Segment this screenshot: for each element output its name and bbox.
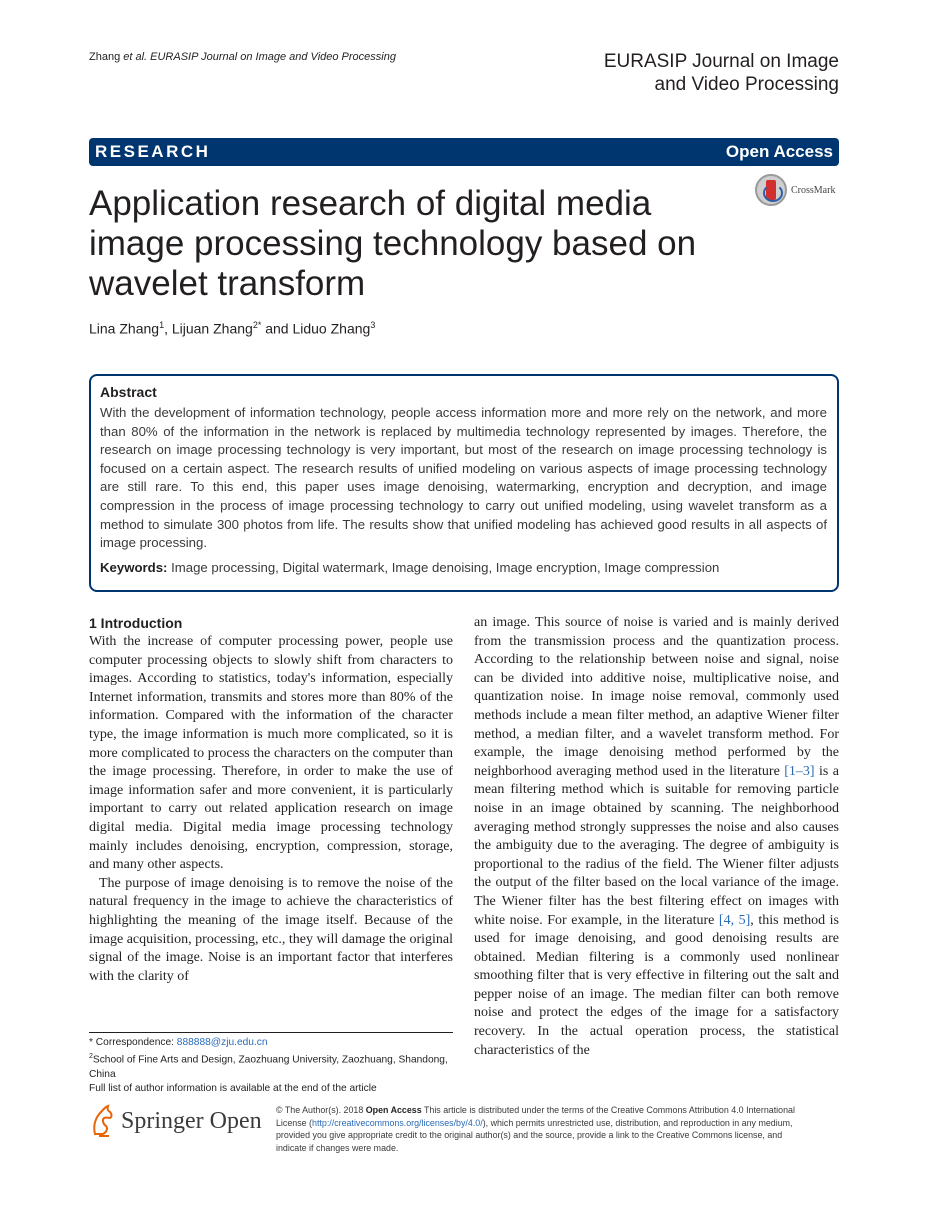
journal-name-line2: and Video Processing (654, 74, 839, 95)
license-copyright: © The Author(s). 2018 (276, 1105, 366, 1115)
footnote-divider (89, 1032, 453, 1033)
author-affiliation-sup: 2* (252, 320, 262, 330)
paragraph: The purpose of image denoising is to remove the noise of the natural frequency in the image to achieve the characteristics of highlighting the meaning of the image itself. Because of the image acquisition, processing, etc., they will damage the original signal of the image. Noise is an important factor that interferes with the clarity of (89, 875, 453, 984)
paragraph (474, 614, 839, 1060)
abstract-box (89, 374, 839, 592)
running-head-authors: Zhang (89, 51, 124, 63)
keywords-list: Image processing, Digital watermark, Image denoising, Image encryption, Image compression (167, 559, 720, 575)
paragraph: With the increase of computer processing power, people use computer processing objects to slowly shift from characters to images. According to statistics, today's information, especially Internet information, transmits and stores more than 80% of the information. Compared with the information of the character type, the image information is much more complicated, so it is more complicated to process the characters on the computer than the image processing. Therefore, in order to make the use of image information safer and more convenient, it is particularly important to carry out related application research on image digital media. Digital media image processing technology mainly includes denoising, encryption, compression, storage, and many other aspects. (89, 634, 453, 873)
article-title: Application research of digital media image processing technology based on wavelet transform (89, 184, 697, 303)
keywords (100, 559, 827, 578)
author-info-note: Full list of author information is available at the end of the article (89, 1083, 377, 1095)
article-type-label: RESEARCH (95, 142, 211, 161)
paragraph-text: is a mean filtering method which is suitable for removing particle noise in an image obtained by scanning. The neighborhood averaging method strongly suppresses the noise and also causes the ambiguity due to the averaging. The degree of ambiguity is proportional to the radius of the field. The Wiener filter adjusts the output of the filter based on the local variance of the image. The Wiener filter has the best filtering effect on images with white noise. For example, in the literature (474, 763, 839, 928)
author-affiliation-sup: 1 (159, 320, 165, 330)
body-column-left (89, 614, 453, 986)
paragraph-text: an image. This source of noise is varied and is mainly derived from the transmission process and the quantization process. According to the relationship between noise and signal, noise can be divided into additive noise, multiplicative noise, and quantization noise. In image noise removal, commonly used methods include a mean filter method, an adaptive Wiener filter method, a median filter, and a wavelet transform method. For example, the image denoising method performed by the neighborhood averaging method used in the literature (474, 615, 839, 779)
affiliation-sup: 2 (89, 1053, 93, 1061)
license-text: ), which permits unrestricted use, distribution, and reproduction in any medium, provided you give appropriate credit to the original author(s) and the source, provide a link to the Creative Commons license, and indicate if changes were made. (276, 1117, 793, 1153)
springer-horse-icon (89, 1104, 115, 1138)
running-head (89, 51, 396, 63)
journal-name-line1: EURASIP Journal on Image (603, 51, 839, 72)
springer-word: Springer (121, 1107, 204, 1134)
author-name[interactable]: Lina Zhang (89, 320, 160, 337)
footnotes (89, 1036, 453, 1097)
correspondence-label: * Correspondence: (89, 1037, 177, 1048)
license-link[interactable]: http://creativecommons.org/licenses/by/4.0/ (312, 1117, 483, 1128)
section-heading: 1 Introduction (89, 615, 183, 631)
open-word: Open (209, 1107, 262, 1134)
license-open-access: Open Access (365, 1105, 422, 1115)
citation-link[interactable]: [4, 5] (718, 912, 751, 928)
correspondence-note (89, 1036, 453, 1050)
affiliation-note (89, 1050, 453, 1082)
open-access-label: Open Access (725, 142, 833, 161)
correspondence-email-link[interactable]: 888888@zju.edu.cn (176, 1037, 268, 1048)
author-name[interactable]: and Liduo Zhang (261, 320, 371, 337)
springer-open-logo (89, 1104, 262, 1138)
springer-open-wordmark (121, 1108, 262, 1135)
article-type-banner (89, 138, 839, 166)
license-text: This article is distributed under the terms of the Creative Commons Attribution 4.0 International License ( (276, 1105, 795, 1128)
crossmark-label: CrossMark (791, 184, 836, 196)
keywords-label: Keywords: (100, 559, 168, 575)
body-column-right (474, 614, 839, 1060)
author-affiliation-sup: 3 (370, 320, 376, 330)
citation-link[interactable]: [1–3] (784, 763, 815, 779)
journal-name (604, 50, 839, 96)
license-statement (276, 1104, 796, 1154)
abstract-heading: Abstract (100, 384, 157, 400)
crossmark-badge[interactable] (755, 174, 835, 206)
paragraph-text: , this method is used for image denoising, and good denoising results are obtained. Median filtering is a commonly used nonlinear smoothing filter that is very effective in filtering out the salt and pepper noise of an image. The median filter can both remove noise and protect the edges of the image for a satisfactory recovery. In the actual operation process, the statistical characteristics of the (474, 912, 840, 1058)
abstract-text: With the development of information technology, people access information more and more rely on the network, and more than 80% of the information in the network is replaced by multimedia technology represented by images. Therefore, the research on image processing technology is very important, but most of the research on image processing technology is focused on a certain aspect. The research results of unified modeling on various aspects of image processing technology are still rare. To this end, this paper uses image denoising, watermarking, encryption and decryption, and image compression in the process of image processing technology to carry out unified modeling, using wavelet transform as a method to simulate 300 photos from life. The results show that unified modeling has achieved good results in all aspects of image processing. (100, 405, 827, 551)
running-head-journal: et al. EURASIP Journal on Image and Video Processing (123, 51, 396, 63)
affiliation-text: School of Fine Arts and Design, Zaozhuang University, Zaozhuang, Shandong, China (89, 1054, 448, 1080)
author-name[interactable]: , Lijuan Zhang (164, 320, 253, 337)
crossmark-icon (755, 174, 787, 206)
author-list (89, 320, 375, 337)
